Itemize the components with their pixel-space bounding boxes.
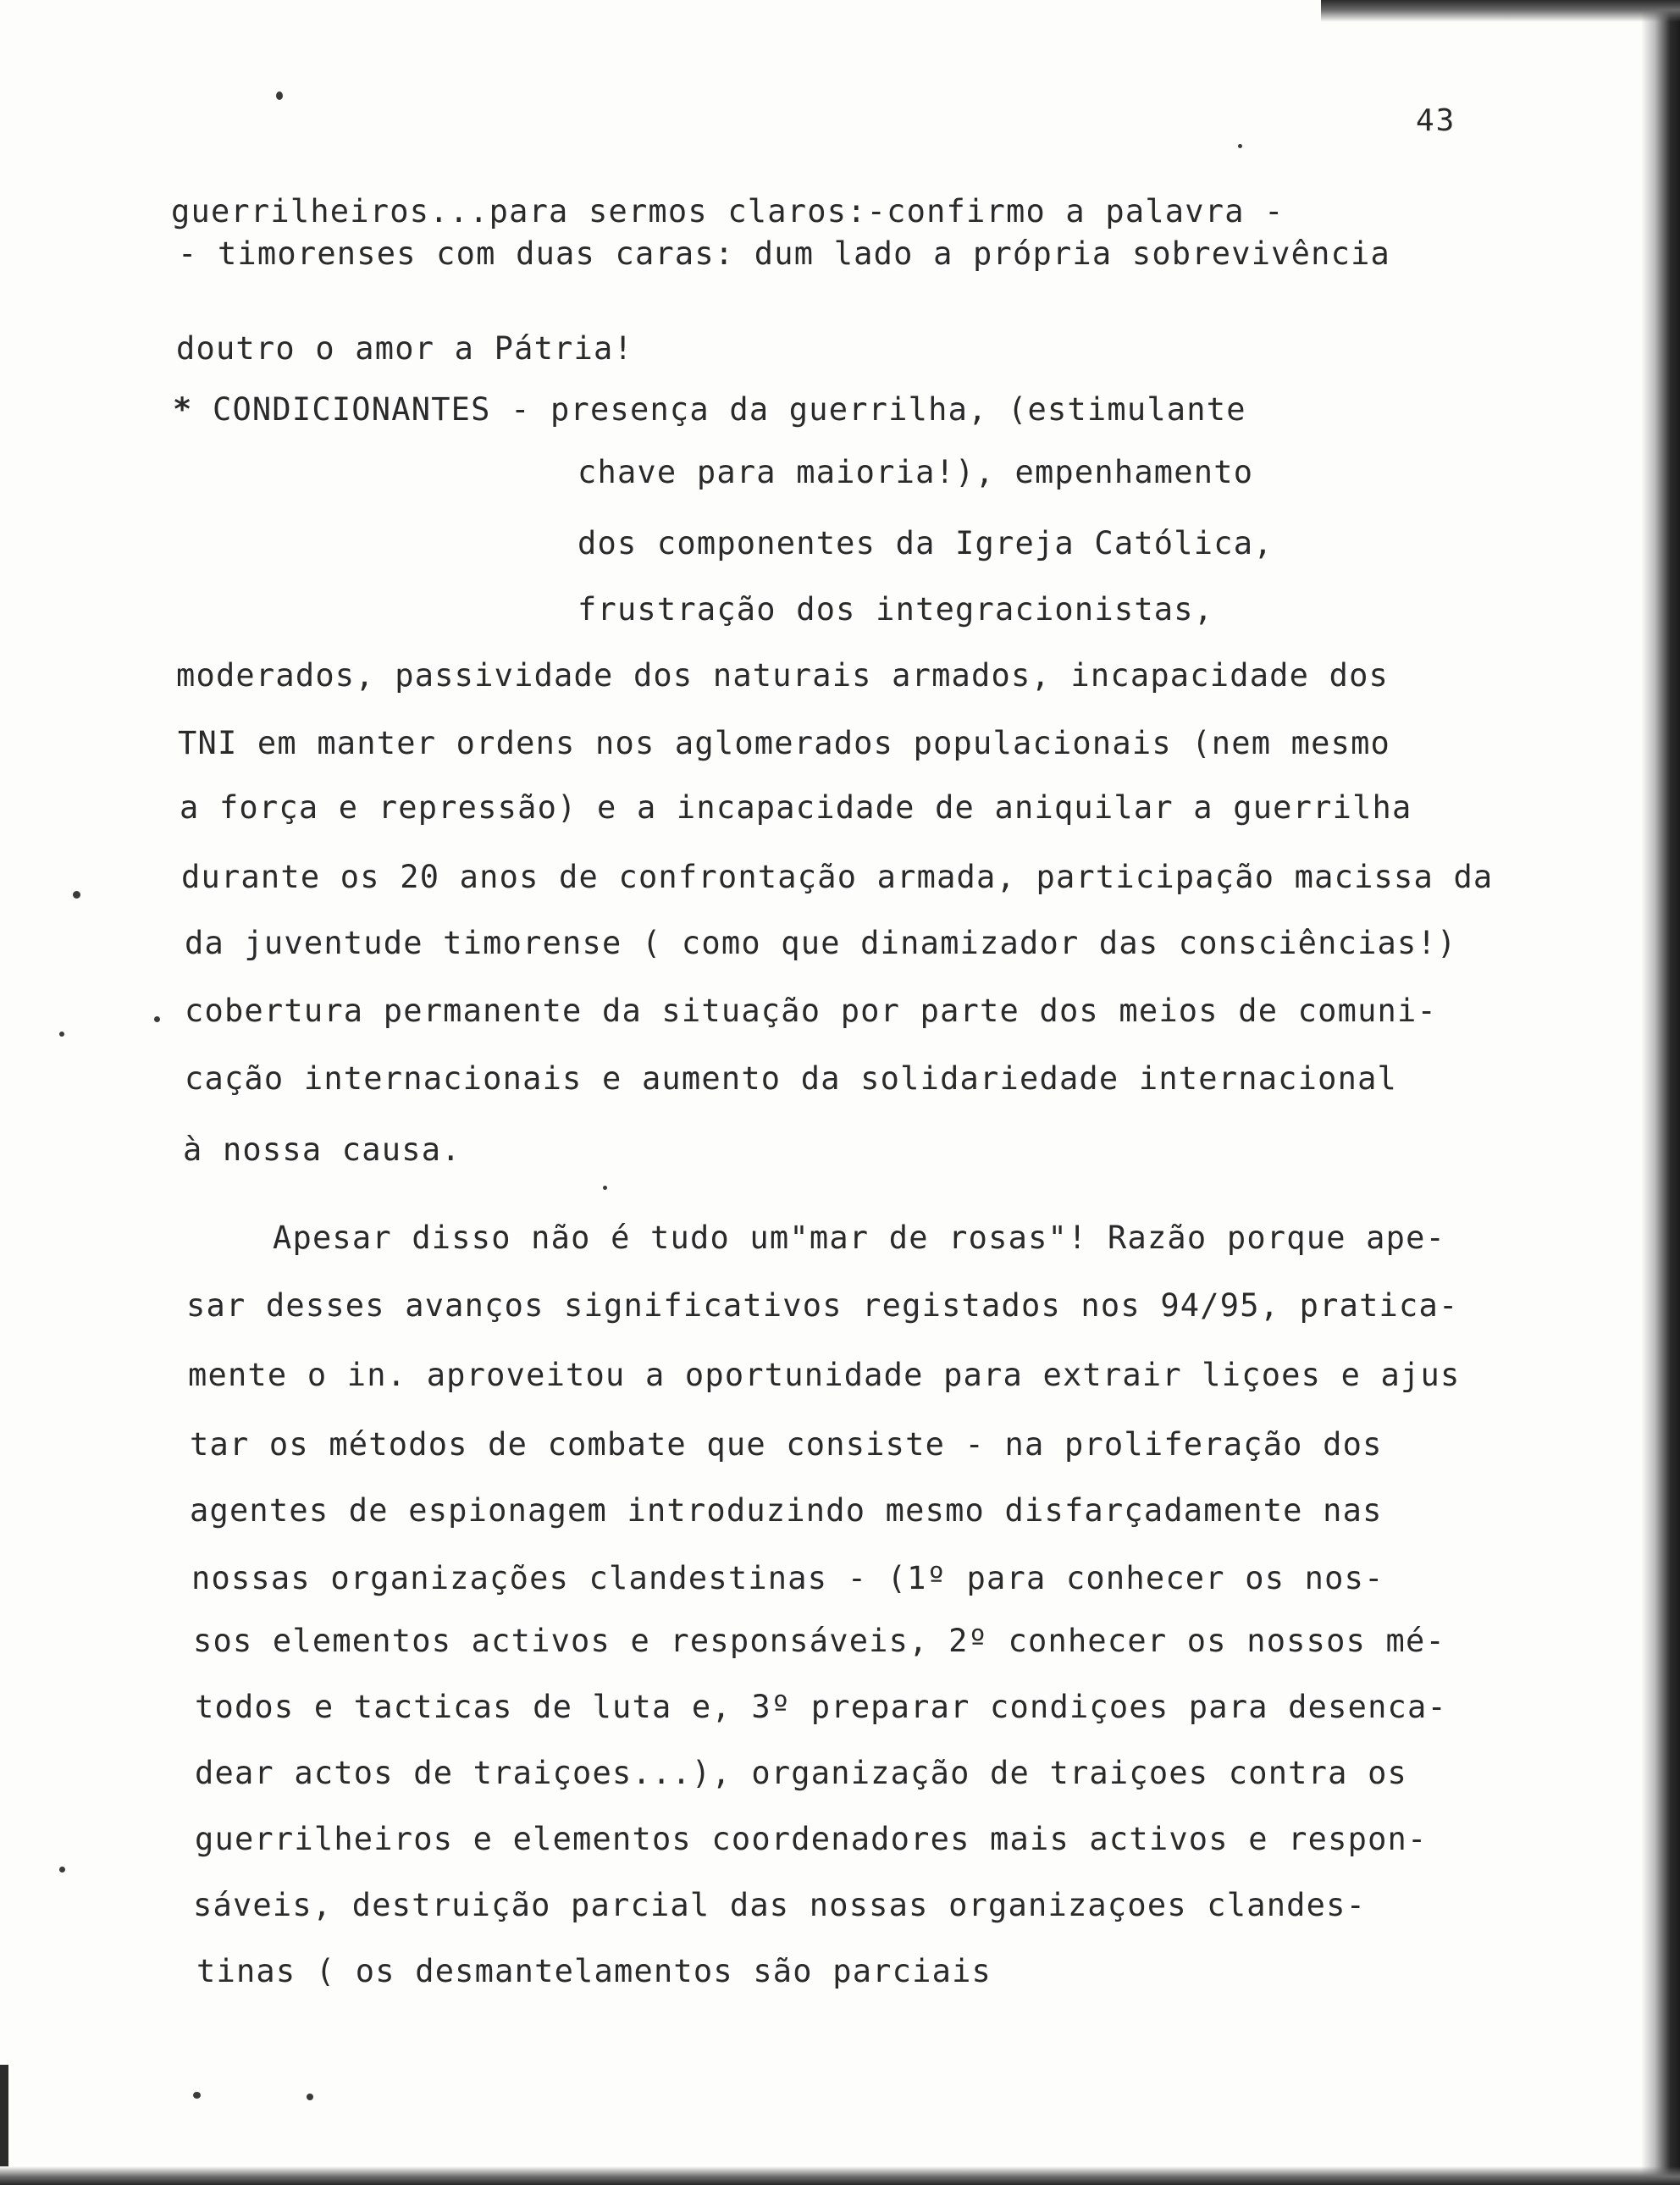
text-line: nossas organizações clandestinas - (1º para conhecer os nos- — [191, 1560, 1384, 1596]
text-line: doutro o amor a Pátria! — [176, 330, 633, 367]
page-number: 43 — [1416, 103, 1456, 138]
text-line: Apesar disso não é tudo um"mar de rosas"! Razão porque ape- — [273, 1220, 1446, 1256]
scan-edge-left — [0, 2065, 8, 2166]
text-line: guerrilheiros...para sermos claros:-confirmo a palavra - — [171, 193, 1285, 230]
text-line: à nossa causa. — [183, 1131, 461, 1168]
text-line: - timorenses com duas caras: dum lado a própria sobrevivência — [178, 235, 1391, 272]
text-line: TNI em manter ordens nos aglomerados populacionais (nem mesmo — [178, 725, 1391, 761]
text-line: tinas ( os desmantelamentos são parciais — [196, 1953, 992, 1989]
scan-speck — [73, 891, 80, 899]
text-line: sar desses avanços significativos registados nos 94/95, pratica- — [186, 1287, 1459, 1324]
text-line: chave para maioria!), empenhamento — [578, 454, 1254, 490]
scan-speck — [59, 1867, 65, 1872]
text-line-with-bullet — [173, 391, 1246, 428]
scan-speck — [59, 1032, 64, 1037]
scan-speck — [276, 91, 283, 100]
text-line: cação internacionais e aumento da solidariedade internacional — [185, 1060, 1398, 1097]
text-line: moderados, passividade dos naturais armados, incapacidade dos — [176, 657, 1390, 694]
text-line: da juventude timorense ( como que dinamizador das consciências!) — [185, 925, 1457, 961]
text-line: agentes de espionagem introduzindo mesmo disfarçadamente nas — [190, 1492, 1383, 1529]
scan-speck — [1238, 144, 1242, 148]
text-line: sos elementos activos e responsáveis, 2º conhecer os nossos mé- — [193, 1623, 1445, 1659]
scan-speck — [603, 1186, 607, 1190]
text-line: a força e repressão) e a incapacidade de aniquilar a guerrilha — [180, 789, 1412, 826]
scan-speck — [307, 2094, 313, 2100]
text-line: sáveis, destruição parcial das nossas organizaçoes clandes- — [193, 1887, 1367, 1923]
text-line: dos componentes da Igreja Católica, — [578, 525, 1274, 561]
scan-speck — [154, 1016, 160, 1022]
text-line: guerrilheiros e elementos coordenadores mais activos e respon- — [195, 1821, 1428, 1857]
bullet-marker: * — [173, 391, 193, 428]
text-line: cobertura permanente da situação por parte dos meios de comuni- — [185, 993, 1437, 1029]
text-line: tar os métodos de combate que consiste - na proliferação dos — [190, 1426, 1383, 1463]
scan-edge-bottom — [0, 2166, 1680, 2185]
scan-speck — [193, 2092, 201, 2099]
text-line: todos e tacticas de luta e, 3º preparar condiçoes para desenca- — [195, 1689, 1447, 1725]
scan-edge-top — [1321, 0, 1680, 22]
text-line: durante os 20 anos de confrontação armada, participação macissa da — [181, 859, 1494, 895]
text-line: CONDICIONANTES - presença da guerrilha, (estimulante — [212, 391, 1246, 428]
scan-edge-right — [1641, 0, 1680, 2185]
text-line: mente o in. aproveitou a oportunidade para extrair liçoes e ajus — [188, 1357, 1461, 1393]
text-line: frustração dos integracionistas, — [578, 591, 1214, 628]
text-line: dear actos de traiçoes...), organização de traiçoes contra os — [195, 1755, 1408, 1791]
